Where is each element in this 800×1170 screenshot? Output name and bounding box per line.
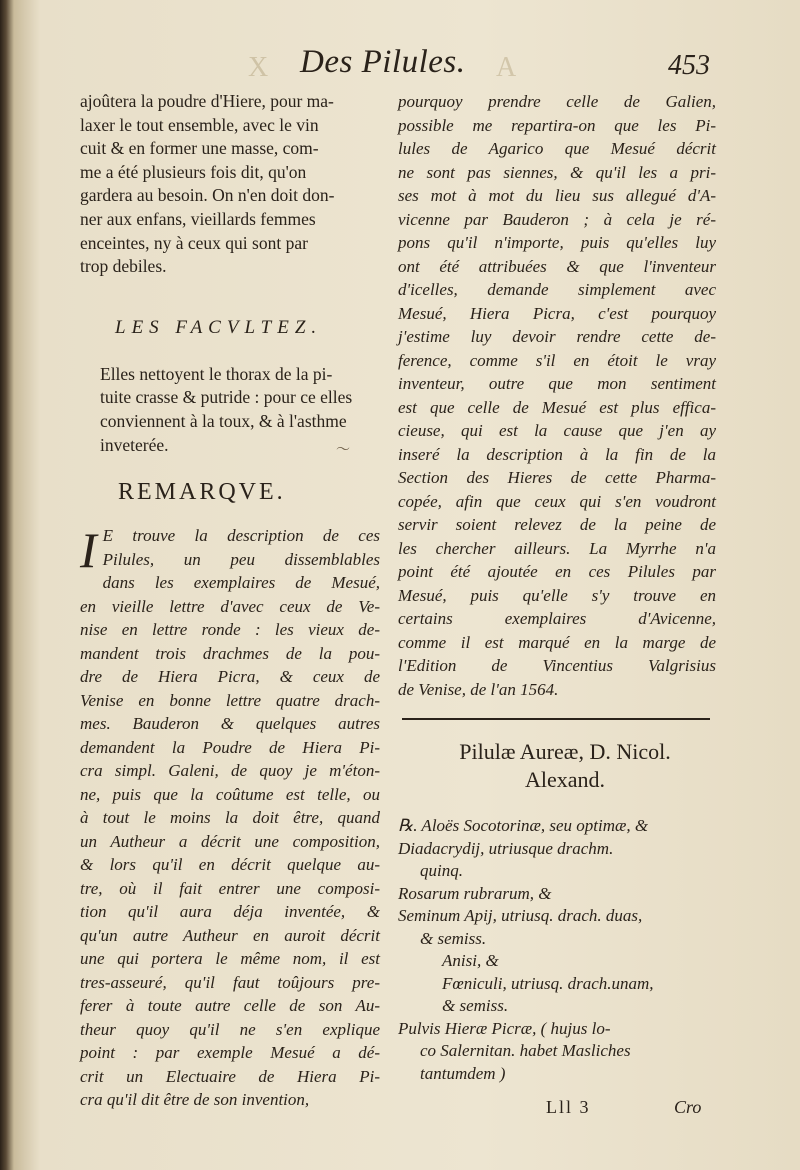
text-line: j'estime luy devoir rendre cette de-	[398, 327, 716, 346]
text-line: inveterée.	[100, 434, 169, 455]
recipe-line: Seminum Apij, utriusq. drach. duas,	[398, 906, 643, 925]
text-line: Pilules, un peu dissemblables	[102, 549, 380, 569]
bleed-through-mark: X	[248, 52, 269, 83]
remarque-paragraph	[80, 524, 380, 1112]
text-line: mes. Bauderon & quelques autres	[80, 714, 380, 734]
page-number: 453	[668, 50, 710, 81]
text-line: enceintes, ny à ceux qui sont par	[80, 232, 308, 253]
text-line: mandent trois drachmes de la pou-	[80, 643, 380, 663]
text-line: nise en lettre ronde : les vieux de-	[80, 620, 380, 640]
text-line: tre, où il fait entrer une composi-	[80, 878, 380, 898]
text-line: vicenne par Bauderon ; à cela je ré-	[398, 209, 716, 229]
text-line: Section des Hieres de cette Pharma-	[398, 468, 716, 487]
text-line: Venise en bonne lettre quatre drach-	[80, 690, 380, 710]
recipe-line: Diadacrydij, utriusque drachm.	[398, 838, 614, 858]
text-line: point : par exemple Mesué a dé-	[80, 1043, 380, 1063]
text-line: E trouve la description de ces	[102, 526, 380, 546]
text-line: conviennent à la toux, & à l'asthme	[100, 410, 347, 431]
text-line: certains exemplaires d'Avicenne,	[398, 609, 716, 628]
text-line: comme il est marqué en la marge de	[398, 632, 716, 652]
recipe-line: Anisi, &	[442, 951, 499, 970]
text-line: l'Edition de Vincentius Valgrisius	[398, 656, 716, 675]
recipe-line: & semiss.	[442, 996, 509, 1015]
recipe-line: quinq.	[420, 861, 463, 880]
text-line: tion qu'il aura déja inventée, &	[80, 902, 380, 922]
drop-capital: I	[80, 522, 97, 579]
text-line: une qui portera le même nom, il est	[80, 949, 380, 969]
text-line: ajoûtera la poudre d'Hiere, pour ma-	[80, 91, 334, 111]
text-line: d'icelles, demande simplement avec	[398, 280, 716, 299]
running-title: Des Pilules.	[300, 44, 466, 80]
text-line: de Venise, de l'an 1564.	[398, 679, 559, 699]
text-line: gardera au besoin. On n'en doit don-	[80, 185, 335, 206]
text-line: un Autheur a décrit une composition,	[80, 831, 380, 851]
text-line: lules de Agarico que Mesué décrit	[398, 139, 716, 158]
text-line: cra simpl. Galeni, de quoy je m'éton-	[80, 761, 380, 781]
text-line: qu'un autre Autheur en auroit décrit	[80, 925, 380, 945]
text-line: tres-asseuré, qu'il faut toûjours pre-	[80, 972, 380, 992]
recipe-line: tantumdem )	[420, 1063, 506, 1083]
text-line: cra qu'il dit être de son invention,	[80, 1090, 310, 1110]
text-line: pourquoy prendre celle de Galien,	[398, 92, 716, 111]
text-line: ne sont pas siennes, & qu'il les a pri-	[398, 162, 716, 182]
remarque-heading: REMARQVE.	[118, 479, 286, 506]
catchword: Cro	[674, 1097, 702, 1117]
text-line: dans les exemplaires de Mesué,	[102, 573, 380, 593]
text-line: crit un Electuaire de Hiera Pi-	[80, 1066, 380, 1086]
text-line: pons qu'il n'importe, puis qu'elles luy	[398, 233, 716, 252]
text-line: cuit & en former une masse, com-	[80, 138, 319, 159]
text-line: tuite crasse & putride : pour ce elles	[100, 387, 353, 408]
text-line: Elles nettoyent le thorax de la pi-	[100, 363, 333, 384]
text-line: ner aux enfans, vieillards femmes	[80, 208, 316, 229]
text-line: inventeur, outre que mon sentiment	[398, 374, 716, 393]
recipe-line: ℞. Aloës Socotorinæ, seu optimæ, &	[398, 816, 649, 835]
text-line: & lors qu'il en décrit quelque au-	[80, 855, 380, 875]
text-line: possible me repartira-on que les Pi-	[398, 115, 716, 135]
right-column	[398, 90, 716, 701]
recipe-line: & semiss.	[420, 928, 487, 948]
text-line: ne, puis que la coûtume est telle, ou	[80, 784, 380, 804]
text-line: trop debiles.	[80, 256, 167, 277]
ornament-icon: 〜	[336, 442, 350, 459]
recipe-list	[398, 815, 716, 1085]
bleed-through-mark: A	[496, 52, 517, 83]
text-line: Mesué, puis qu'elle s'y trouve en	[398, 585, 716, 605]
text-line: point été ajoutée en ces Pilules par	[398, 562, 716, 581]
text-line: les chercher ailleurs. La Myrrhe n'a	[398, 538, 716, 558]
right-paragraph	[398, 90, 716, 701]
text-line: ses mot à mot du lieu sus allegué d'A-	[398, 186, 716, 205]
text-line: à tout le moins la doit être, quand	[80, 808, 380, 828]
text-line: ont été attribuées & que l'inventeur	[398, 256, 716, 276]
recipe-title: Pilulæ Aureæ, D. Nicol. Alexand.	[459, 739, 671, 792]
text-line: copée, afin que ceux qui s'en voudront	[398, 491, 716, 511]
intro-paragraph	[80, 90, 380, 279]
recipe-line: Pulvis Hieræ Picræ, ( hujus lo-	[398, 1018, 611, 1038]
text-line: inseré la description à la fin de la	[398, 444, 716, 464]
facultez-heading: LES FACVLTEZ.	[115, 316, 323, 338]
text-line: cieuse, qui est la cause que j'en ay	[398, 421, 716, 440]
text-line: est que celle de Mesué est plus effica-	[398, 397, 716, 417]
text-line: Mesué, Hiera Picra, c'est pourquoy	[398, 303, 716, 323]
recipe-line: co Salernitan. habet Masliches	[420, 1041, 631, 1060]
text-line: ference, comme s'il en étoit le vray	[398, 350, 716, 370]
text-line: en vieille lettre d'avec ceux de Ve-	[80, 596, 380, 616]
section-rule	[402, 718, 710, 720]
text-line: servir soient relevez de la peine de	[398, 515, 716, 534]
left-column	[80, 90, 380, 1112]
text-line: ferer à toute autre celle de son Au-	[80, 996, 380, 1016]
recipe-line: Fœniculi, utriusq. drach.unam,	[442, 973, 654, 993]
text-line: laxer le tout ensemble, avec le vin	[80, 114, 319, 135]
recipe-line: Rosarum rubrarum, &	[398, 883, 552, 903]
text-line: theur quoy qu'il ne s'en explique	[80, 1019, 380, 1039]
text-line: demandent la Poudre de Hiera Pi-	[80, 737, 380, 757]
text-line: dre de Hiera Picra, & ceux de	[80, 667, 380, 687]
signature-mark: Lll 3	[546, 1097, 591, 1117]
text-line: me a été plusieurs fois dit, qu'on	[80, 161, 307, 182]
